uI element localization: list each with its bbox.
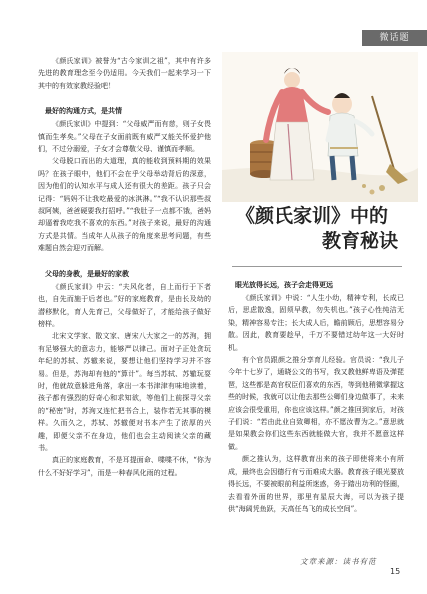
body-paragraph: 《颜氏家训》中提到：“父母威严而有慈，则子女畏慎而生孝矣。”父母在子女面前既有威严又能关怀爱护他们，不过分溺爱，子女才会尊敬父母、谨慎而孝顺。 (38, 120, 211, 154)
body-paragraph: 父母脱口而出的大道理，真的能收到预料期的效果吗？在孩子眼中，他们不会在乎父母举动背后的深意，因为他们的认知水平与成人还有很大的差距。孩子只会记得：“妈妈不让我吃最爱的冰淇淋。”“我不认识那些叔叔阿姨，爸爸硬要我打招呼。”“我肚子一点都不饿，爸妈却逼着我吃我不喜欢的东西。”对孩子来说，最好的沟通方式是共情。当成年人从孩子的角度来思考问题，有些难题自然会迎刃而解。 (38, 157, 211, 253)
title-divider (232, 266, 402, 267)
body-paragraph: 真正的家庭教育，不是耳提面命、喋喋不休，“你为什么不好好学习”，而是一种春风化雨的过程。 (38, 456, 211, 477)
body-paragraph: 颜之推认为，这样教育出来的孩子即使将来小有所成，最终也会因德行有亏而难成大器。教育孩子眼光要放得长远，不要被眼前利益所迷惑，务于踏出功利的怪圈，去看看外面的世界，那里有星辰大海，可以为孩子提供“海阔凭鱼跃，天高任鸟飞的成长空间”。 (228, 455, 404, 513)
paragraph-gap (38, 92, 211, 104)
right-column (228, 278, 404, 515)
section-heading: 最好的沟通方式，是共情 (45, 106, 122, 116)
page-number: 15 (390, 567, 401, 576)
left-column (38, 55, 211, 479)
body-paragraph: 《颜氏家训》中说：“人生小幼，精神专利，长成已后，思虑散逸，固须早教，勿失机也。”孩子心性纯洁无染，精神容易专注；长大成人后，瞻前顾后，思想容易分散。因此，教育要趁早，千万不要错过幼年这一大好时机。 (228, 294, 404, 352)
section-tag: 微话题 (362, 30, 427, 46)
section-heading: 眼光放得长远，孩子会走得更远 (235, 280, 333, 289)
body-paragraph: 有个官员跟颜之推分享育儿经验。官员说：“我儿子今年十七岁了，通晓公文的书写，我又教他鲜卑语及弹琵琶，这些都是高官权臣们喜欢的东西，等到他稍微掌握这些的时候，我就可以让他去那些公卿们身边做事了，未来应该会很受重用，你也应该这样。”颜之推回到家后，对孩子们说：“若由此业自致卿相，亦不愿汝曹为之。”意思就是如果教会你们这些东西就能做大官，我并不愿意这样做。 (228, 356, 404, 451)
article-title (236, 204, 402, 254)
body-paragraph: 《颜氏家训》被誉为“古今家训之祖”，其中有许多先进的教育理念至今仍适用。今天我们一起来学习一下其中的有效家教经验吧！ (38, 57, 211, 90)
body-paragraph: 《颜氏家训》中云：“夫风化者，自上而行于下者也，自先而施于后者也。”好的家庭教育，是由长及幼的潜移默化，育人先育己，父母做好了，才能给孩子做好榜样。 (38, 282, 211, 328)
title-line-1: 《颜氏家训》中的 (236, 205, 389, 227)
body-paragraph: 北宋文学家、散文家、唐宋八大家之一的苏洵，拥有足够强大的意志力，能够严以律己。面对子正处贪玩年纪的苏轼、苏辙来说，要想让他们坚持学习并不容易。但是，苏洵却有他的“算计”。每当苏轼、苏辙玩耍时，他就故意躲进角落，拿出一本书津津有味地读着，孩子都有强烈的好奇心和求知欲，等他们上前探寻父亲的“秘密”时，苏洵又连忙把书合上，装作若无其事的模样。久而久之，苏轼、苏辙便对书本产生了浓厚的兴趣，即便父亲不在身边，他们也会主动阅读父亲的藏书。 (38, 332, 211, 452)
article-source: 文章来源：读书有范 (300, 557, 377, 566)
paragraph-gap (38, 255, 211, 267)
illustration-mother-and-child (222, 52, 418, 202)
section-heading: 父母的身教，是最好的家教 (45, 268, 129, 278)
title-line-2: 教育秘诀 (321, 230, 398, 252)
